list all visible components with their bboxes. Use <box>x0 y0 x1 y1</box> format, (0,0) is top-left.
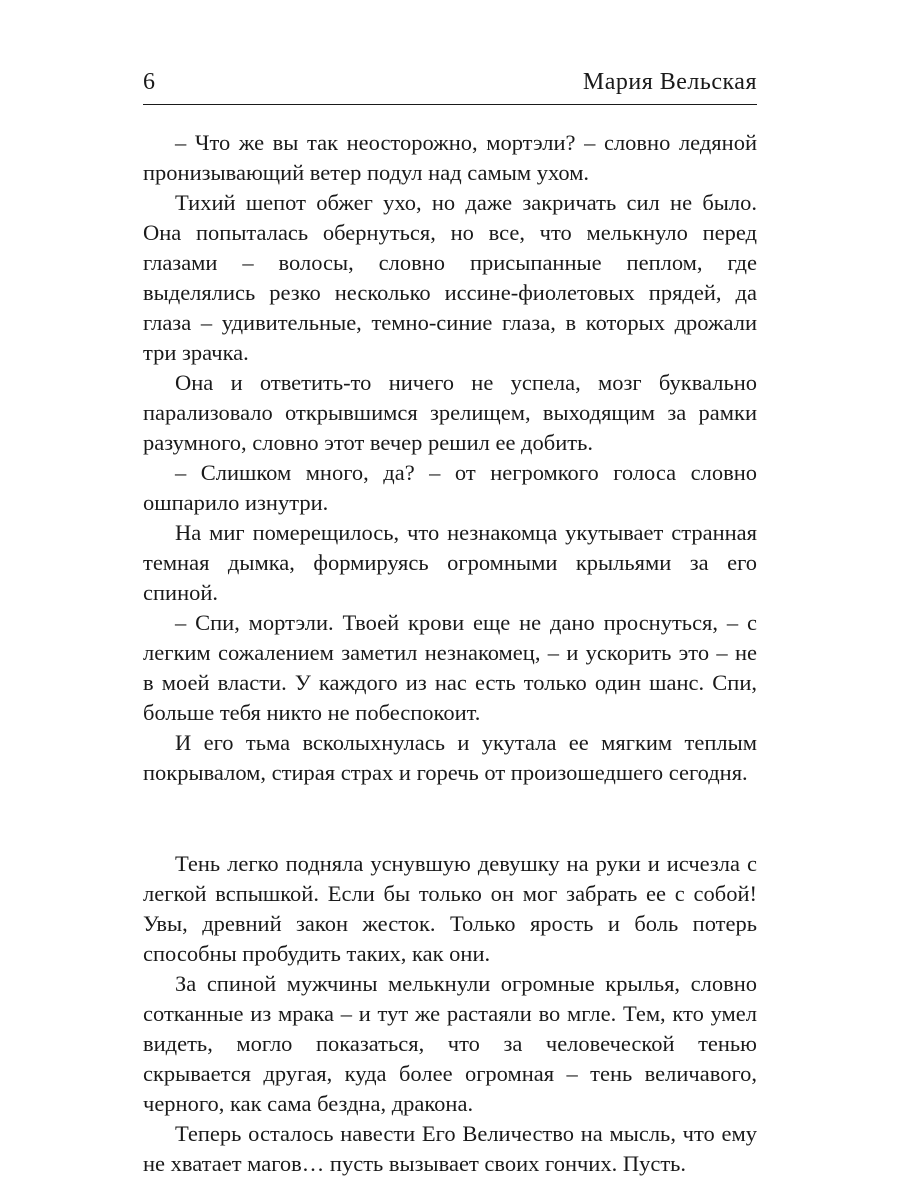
paragraph: И его тьма всколыхнулась и укутала ее мягким теплым покрывалом, стирая страх и горечь от произошедшего сегодня. <box>143 730 757 785</box>
paragraph: На миг померещилось, что незнакомца укутывает странная темная дымка, формируясь огромными крыльями за его спиной. <box>143 520 757 605</box>
page-number: 6 <box>143 69 155 95</box>
paragraph: Тень легко подняла уснувшую девушку на руки и исчезла с легкой вспышкой. Если бы только он мог забрать ее с собой! Увы, древний закон жесток. Только ярость и боль потерь способны пробудить таких, как они. <box>143 851 757 966</box>
page-body <box>143 128 757 1179</box>
running-head-author: Мария Вельская <box>582 69 757 95</box>
paragraph: – Что же вы так неосторожно, мортэли? – словно ледяной пронизывающий ветер подул над самым ухом. <box>143 130 757 185</box>
paragraph: Теперь осталось навести Его Величество на мысль, что ему не хватает магов… пусть вызывает своих гончих. Пусть. <box>143 1121 757 1176</box>
section-break <box>143 788 757 849</box>
paragraph: – Слишком много, да? – от негромкого голоса словно ошпарило изнутри. <box>143 460 757 515</box>
paragraph: За спиной мужчины мелькнули огромные крылья, словно сотканные из мрака – и тут же растаяли во мгле. Тем, кто умел видеть, могло показаться, что за человеческой тенью скрывается другая, куда более огромная – тень величавого, черного, как сама бездна, дракона. <box>143 971 757 1116</box>
paragraph: Тихий шепот обжег ухо, но даже закричать сил не было. Она попыталась обернуться, но все, что мелькнуло перед глазами – волосы, словно присыпанные пеплом, где выделялись резко несколько иссине-фиолетовых прядей, да глаза – удивительные, темно-синие глаза, в которых дрожали три зрачка. <box>143 190 757 365</box>
paragraph: – Спи, мортэли. Твоей крови еще не дано проснуться, – с легким сожалением заметил незнакомец, – и ускорить это – не в моей власти. У каждого из нас есть только один шанс. Спи, больше тебя никто не побеспокоит. <box>143 610 757 725</box>
paragraph: Она и ответить-то ничего не успела, мозг буквально парализовало открывшимся зрелищем, выходящим за рамки разумного, словно этот вечер решил ее добить. <box>143 370 757 455</box>
page-header <box>143 60 757 105</box>
